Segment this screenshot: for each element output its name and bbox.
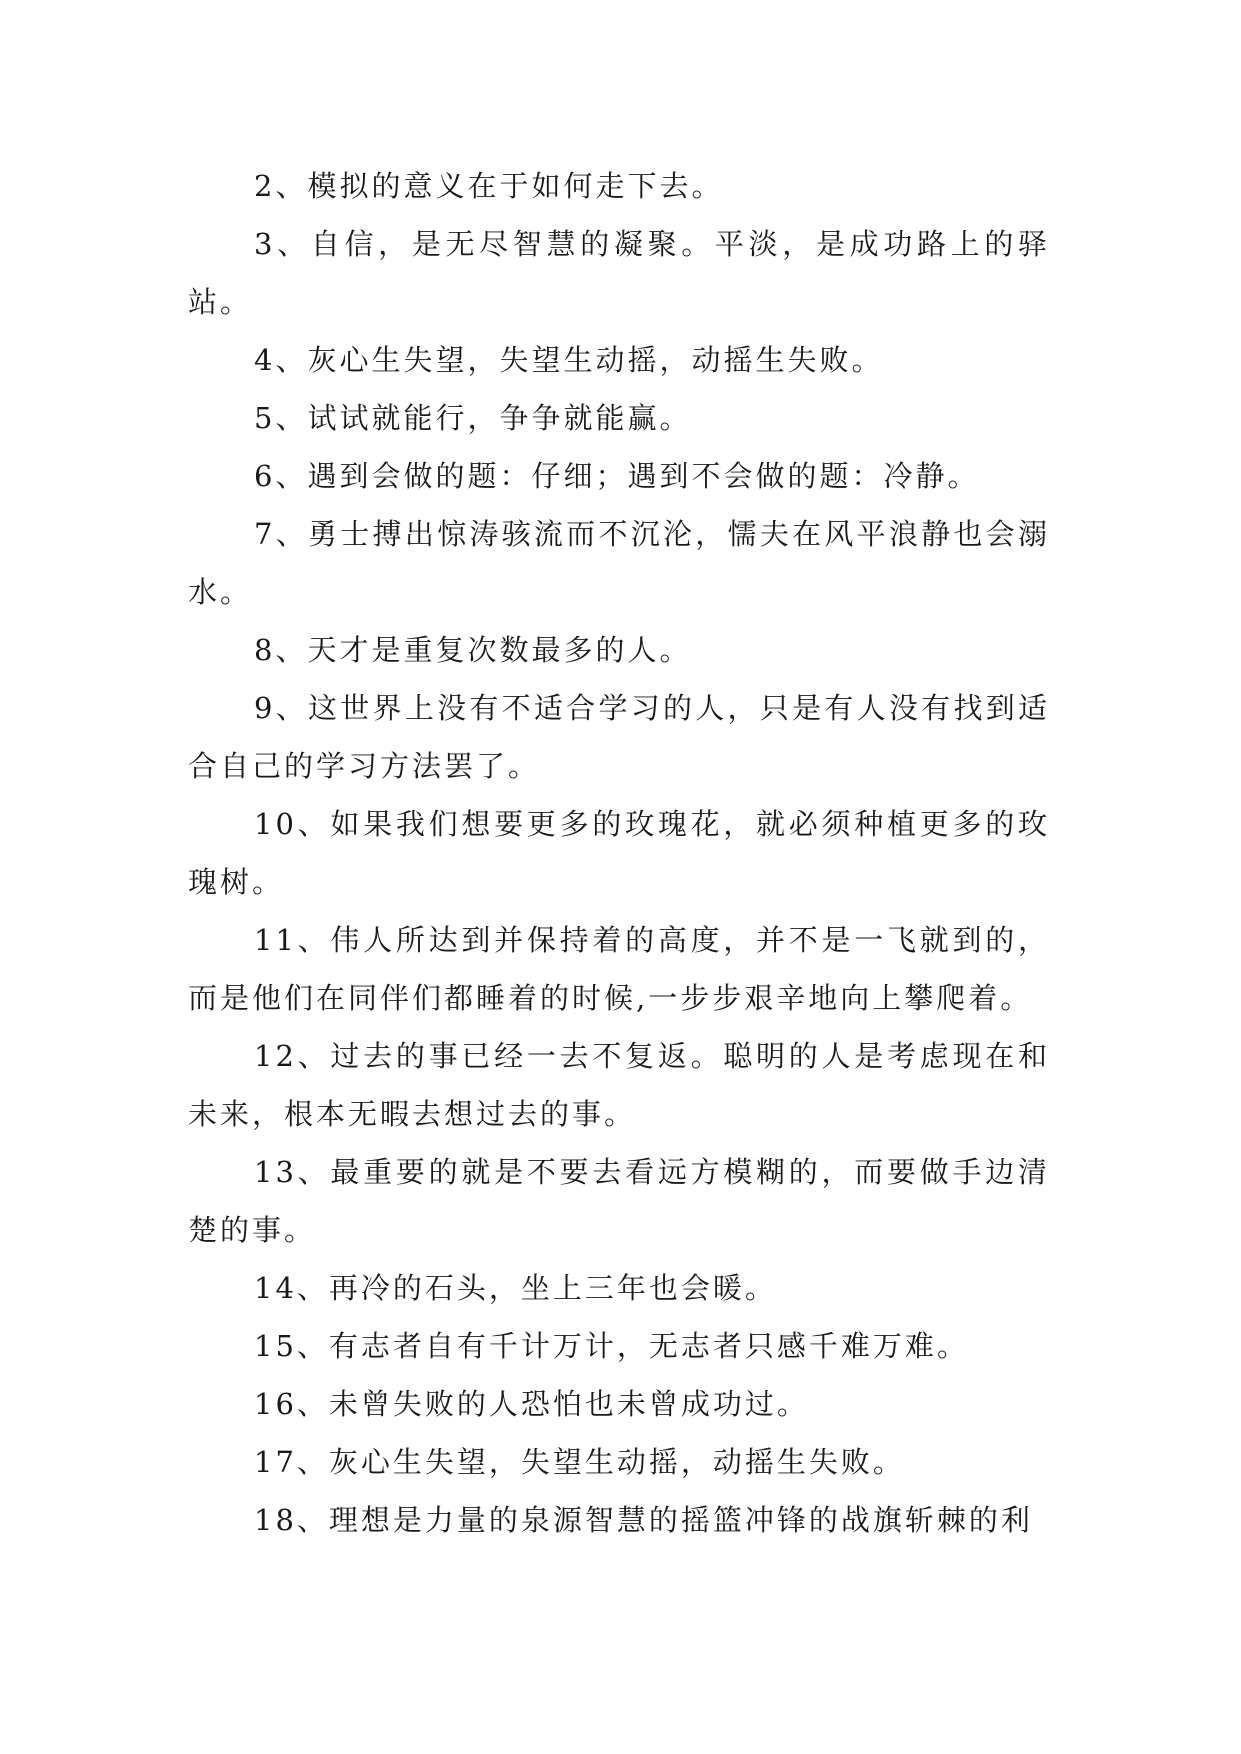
quote-paragraph-7: 7、勇士搏出惊涛骇流而不沉沦，懦夫在风平浪静也会溺水。 <box>188 517 1050 609</box>
quote-paragraph-5: 5、试试就能行，争争就能赢。 <box>254 401 692 435</box>
quote-paragraph-16: 16、未曾失败的人恐怕也未曾成功过。 <box>254 1387 809 1421</box>
quote-paragraph-3: 3、自信，是无尽智慧的凝聚。平淡，是成功路上的驿站。 <box>188 227 1050 319</box>
quote-paragraph-15: 15、有志者自有千计万计，无志者只感千难万难。 <box>254 1329 969 1363</box>
quote-paragraph-6: 6、遇到会做的题：仔细；遇到不会做的题：冷静。 <box>254 459 980 493</box>
quote-paragraph-4: 4、灰心生失望，失望生动摇，动摇生失败。 <box>254 343 884 377</box>
quote-paragraph-2: 2、模拟的意义在于如何走下去。 <box>254 169 724 203</box>
quote-paragraph-11: 11、伟人所达到并保持着的高度，并不是一飞就到的，而是他们在同伴们都睡着的时候,一步步艰辛地向上攀爬着。 <box>188 923 1050 1015</box>
quote-paragraph-10: 10、如果我们想要更多的玫瑰花，就必须种植更多的玫瑰树。 <box>188 807 1050 899</box>
quote-paragraph-8: 8、天才是重复次数最多的人。 <box>254 633 692 667</box>
quote-paragraph-18: 18、理想是力量的泉源智慧的摇篮冲锋的战旗斩棘的利 <box>254 1503 1033 1537</box>
quote-paragraph-14: 14、再冷的石头，坐上三年也会暖。 <box>254 1271 777 1305</box>
quote-paragraph-12: 12、过去的事已经一去不复返。聪明的人是考虑现在和未来，根本无暇去想过去的事。 <box>188 1039 1050 1131</box>
quote-paragraph-13: 13、最重要的就是不要去看远方模糊的，而要做手边清楚的事。 <box>188 1155 1050 1247</box>
quote-paragraph-9: 9、这世界上没有不适合学习的人，只是有人没有找到适合自己的学习方法罢了。 <box>188 691 1050 783</box>
quote-paragraph-17: 17、灰心生失望，失望生动摇，动摇生失败。 <box>254 1445 905 1479</box>
document-body <box>188 157 1050 1549</box>
